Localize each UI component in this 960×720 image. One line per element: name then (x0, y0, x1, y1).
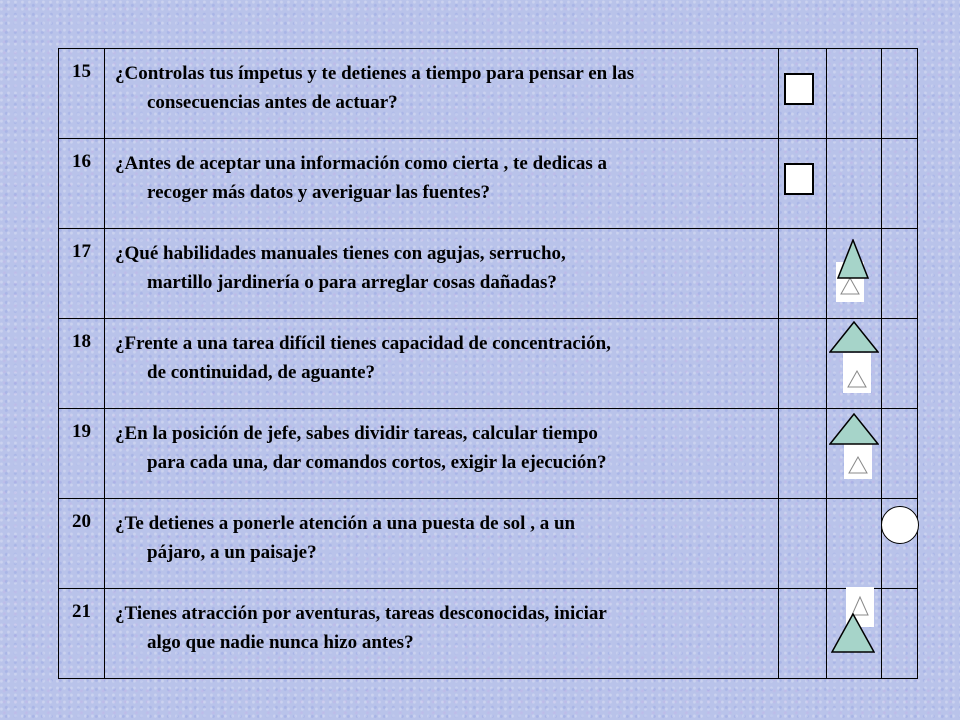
question-line-2: algo que nadie nunca hizo antes? (147, 632, 414, 653)
answer-cell-1[interactable] (779, 49, 827, 139)
square-mark-icon[interactable] (784, 163, 814, 195)
answer-cell-1[interactable] (779, 589, 827, 679)
table-row (59, 589, 918, 679)
answer-cell-2[interactable] (827, 409, 882, 499)
answer-cell-2[interactable] (827, 139, 882, 229)
question-number: 20 (59, 499, 105, 589)
question-number: 19 (59, 409, 105, 499)
answer-cell-2[interactable] (827, 229, 882, 319)
circle-mark-icon[interactable] (881, 506, 919, 544)
question-line-1: ¿Qué habilidades manuales tienes con agujas, serrucho, (115, 243, 566, 264)
answer-cell-3[interactable] (882, 229, 918, 319)
pale-triangle-icon (844, 439, 872, 479)
answer-cell-1[interactable] (779, 409, 827, 499)
question-number: 15 (59, 49, 105, 139)
question-text (105, 49, 779, 139)
question-line-2: consecuencias antes de actuar? (147, 92, 398, 113)
answer-cell-2[interactable] (827, 49, 882, 139)
question-line-1: ¿Frente a una tarea difícil tienes capacidad de concentración, (115, 333, 611, 354)
answer-cell-1[interactable] (779, 139, 827, 229)
question-line-1: ¿Controlas tus ímpetus y te detienes a tiempo para pensar en las (115, 63, 635, 84)
question-number: 18 (59, 319, 105, 409)
answer-cell-2[interactable] (827, 319, 882, 409)
question-text (105, 499, 779, 589)
triangle-mark-icon[interactable] (831, 613, 875, 653)
answer-cell-3[interactable] (882, 589, 918, 679)
answer-cell-2[interactable] (827, 499, 882, 589)
triangle-mark-icon[interactable] (829, 321, 879, 353)
question-line-2: martillo jardinería o para arreglar cosas dañadas? (147, 272, 557, 293)
answer-cell-3[interactable] (882, 49, 918, 139)
question-line-1: ¿Antes de aceptar una información como cierta , te dedicas a (115, 153, 607, 174)
question-number: 17 (59, 229, 105, 319)
question-text (105, 319, 779, 409)
questionnaire-table (58, 48, 918, 679)
answer-cell-1[interactable] (779, 319, 827, 409)
answer-cell-3[interactable] (882, 409, 918, 499)
table-row (59, 139, 918, 229)
question-text (105, 589, 779, 679)
question-line-2: recoger más datos y averiguar las fuentes? (147, 182, 491, 203)
question-text (105, 229, 779, 319)
answer-cell-3[interactable] (882, 139, 918, 229)
square-mark-icon[interactable] (784, 73, 814, 105)
triangle-mark-icon[interactable] (837, 239, 869, 279)
table-row (59, 409, 918, 499)
table-row (59, 319, 918, 409)
question-line-1: ¿Te detienes a ponerle atención a una puesta de sol , a un (115, 513, 576, 534)
triangle-mark-icon[interactable] (829, 413, 879, 445)
question-line-2: pájaro, a un paisaje? (147, 542, 317, 563)
pale-triangle-icon (843, 353, 871, 393)
table-row (59, 49, 918, 139)
question-number: 21 (59, 589, 105, 679)
table-row (59, 229, 918, 319)
answer-cell-3[interactable] (882, 499, 918, 589)
answer-cell-1[interactable] (779, 229, 827, 319)
answer-cell-3[interactable] (882, 319, 918, 409)
question-number: 16 (59, 139, 105, 229)
question-text (105, 409, 779, 499)
answer-cell-2[interactable] (827, 589, 882, 679)
question-line-2: de continuidad, de aguante? (147, 362, 376, 383)
question-line-1: ¿Tienes atracción por aventuras, tareas desconocidas, iniciar (115, 603, 607, 624)
question-line-1: ¿En la posición de jefe, sabes dividir tareas, calcular tiempo (115, 423, 598, 444)
question-line-2: para cada una, dar comandos cortos, exigir la ejecución? (147, 452, 607, 473)
table-row (59, 499, 918, 589)
question-text (105, 139, 779, 229)
answer-cell-1[interactable] (779, 499, 827, 589)
